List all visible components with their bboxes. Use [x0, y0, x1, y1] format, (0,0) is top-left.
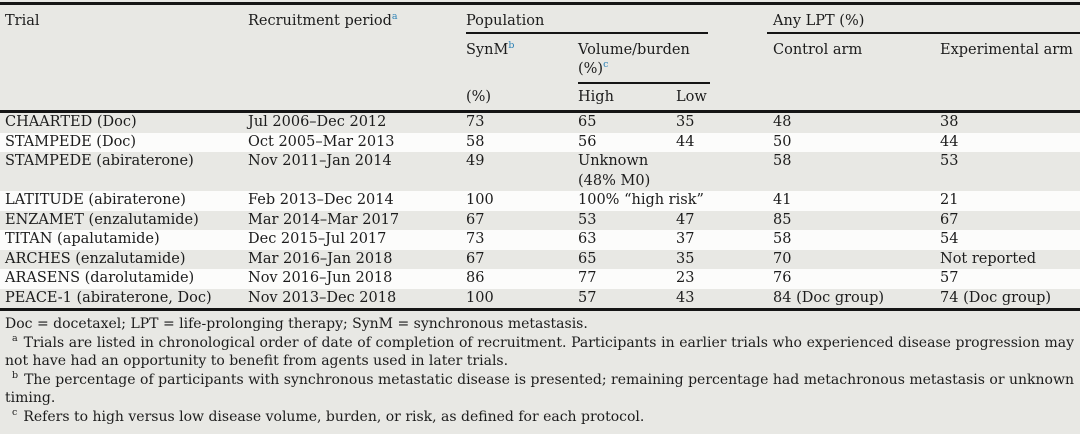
table-row — [0, 211, 1080, 231]
low-cell: 37 — [676, 231, 695, 247]
high-cell: 63 — [578, 231, 597, 247]
recruitment-period-label: Recruitment period — [248, 13, 392, 29]
footnote-marker-b: b — [508, 39, 515, 51]
trial-cell: PEACE-1 (abiraterone, Doc) — [0, 289, 248, 310]
table-header — [0, 4, 1080, 112]
trial-cell: CHAARTED (Doc) — [5, 114, 137, 130]
high-cell: 56 — [578, 133, 597, 150]
experimental-cell: 21 — [940, 192, 959, 208]
footnote-c — [5, 408, 1074, 427]
experimental-cell: 53 — [940, 153, 959, 169]
low-cell: 47 — [676, 211, 695, 228]
footnote-a-marker: a — [12, 332, 18, 344]
col-header-low: Low — [676, 84, 773, 112]
trial-cell: STAMPEDE (abiraterone) — [5, 153, 194, 169]
table-body — [0, 112, 1080, 310]
trial-cell: ARCHES (enzalutamide) — [5, 250, 186, 267]
synm-cell: 49 — [466, 153, 485, 169]
low-cell: 35 — [676, 114, 695, 130]
footnotes — [0, 311, 1080, 427]
control-cell: 48 — [773, 114, 792, 130]
experimental-cell: 38 — [940, 114, 959, 130]
col-header-experimental-arm: Experimental arm — [940, 34, 1080, 112]
control-cell: 85 — [773, 211, 792, 228]
control-cell: 58 — [773, 231, 792, 247]
experimental-cell: 67 — [940, 211, 959, 228]
synm-cell: 73 — [466, 114, 485, 130]
col-header-synm — [466, 34, 578, 84]
experimental-cell: 54 — [940, 231, 959, 247]
synm-cell: 58 — [466, 133, 485, 150]
trial-cell: TITAN (apalutamide) — [5, 231, 160, 247]
recruitment-cell: Jul 2006–Dec 2012 — [248, 114, 387, 130]
col-header-control-arm: Control arm — [773, 34, 940, 112]
footnote-b — [5, 371, 1074, 408]
col-header-recruitment-period — [248, 4, 466, 112]
volume-cell: 100% “high risk” — [578, 192, 704, 208]
trial-cell: LATITUDE (abiraterone) — [5, 192, 186, 208]
footnote-marker-a: a — [391, 11, 398, 23]
col-group-any-lpt — [773, 4, 1080, 34]
trial-cell: ARASENS (darolutamide) — [5, 270, 195, 286]
synm-cell: 100 — [466, 192, 494, 208]
footnote-abbreviations: Doc = docetaxel; LPT = life-prolonging therapy; SynM = synchronous metastasis. — [5, 316, 588, 332]
control-cell: 84 (Doc group) — [773, 289, 940, 310]
any-lpt-group-label: Any LPT (%) — [773, 13, 865, 29]
header-row-groups — [0, 4, 1080, 34]
high-cell: 65 — [578, 114, 597, 130]
trial-cell: ENZAMET (enzalutamide) — [5, 211, 199, 228]
footnote-b-marker: b — [12, 370, 19, 382]
volume-cell: Unknown (48% M0) — [578, 153, 651, 189]
low-cell: 35 — [676, 250, 695, 267]
footnote-c-text: Refers to high versus low disease volume, burden, or risk, as defined for each protocol. — [23, 408, 645, 425]
experimental-cell: 57 — [940, 270, 959, 286]
synm-cell: 86 — [466, 270, 485, 286]
low-cell: 44 — [676, 133, 695, 150]
col-header-trial: Trial — [0, 4, 248, 112]
col-header-high: High — [578, 84, 676, 112]
table-row — [0, 112, 1080, 133]
experimental-cell: 44 — [940, 133, 959, 150]
col-header-volume-burden — [578, 34, 773, 84]
table-row — [0, 250, 1080, 270]
synm-cell: 67 — [466, 250, 485, 267]
recruitment-cell: Mar 2014–Mar 2017 — [248, 211, 400, 228]
experimental-cell: 74 (Doc group) — [940, 289, 1080, 310]
control-cell: 50 — [773, 133, 792, 150]
table-row — [0, 133, 1080, 153]
control-cell: 76 — [773, 270, 792, 286]
high-cell: 53 — [578, 211, 597, 228]
table-row — [0, 191, 1080, 211]
trials-table — [0, 2, 1080, 311]
recruitment-cell: Nov 2013–Dec 2018 — [248, 289, 466, 310]
low-cell: 23 — [676, 270, 695, 286]
synm-cell: 100 — [466, 289, 578, 310]
table-row — [0, 230, 1080, 250]
recruitment-cell: Mar 2016–Jan 2018 — [248, 250, 393, 267]
table-row — [0, 269, 1080, 289]
high-cell: 65 — [578, 250, 597, 267]
recruitment-cell: Oct 2005–Mar 2013 — [248, 133, 395, 150]
high-cell: 77 — [578, 270, 597, 286]
table-row — [0, 289, 1080, 310]
control-cell: 70 — [773, 250, 792, 267]
population-group-label: Population — [466, 13, 545, 29]
low-cell: 43 — [676, 289, 773, 310]
col-header-synm-percent: (%) — [466, 84, 578, 112]
footnote-c-marker: c — [12, 407, 18, 419]
volume-burden-label: Volume/burden (%) — [578, 41, 690, 77]
control-cell: 58 — [773, 153, 792, 169]
synm-cell: 67 — [466, 211, 485, 228]
footnote-b-text: The percentage of participants with synchronous metastatic disease is presented; remaining percentage had metachronous metastasis or unknown timing. — [5, 371, 1074, 407]
recruitment-cell: Nov 2016–Jun 2018 — [248, 270, 393, 286]
recruitment-cell: Nov 2011–Jan 2014 — [248, 153, 392, 169]
high-cell: 57 — [578, 289, 676, 310]
footnote-a — [5, 334, 1074, 371]
footnote-a-text: Trials are listed in chronological order of date of completion of recruitment. Participants in earlier trials who experienced disease progression may not have had an opportunity to benefit from agents used in later trials. — [5, 334, 1074, 370]
recruitment-cell: Feb 2013–Dec 2014 — [248, 192, 394, 208]
experimental-cell: Not reported — [940, 250, 1037, 267]
footnote-marker-c: c — [603, 59, 609, 71]
trial-cell: STAMPEDE (Doc) — [5, 133, 137, 150]
recruitment-cell: Dec 2015–Jul 2017 — [248, 231, 387, 247]
control-cell: 41 — [773, 192, 792, 208]
col-group-population — [466, 4, 773, 34]
synm-label: SynM — [466, 41, 509, 58]
table-row — [0, 152, 1080, 191]
synm-cell: 73 — [466, 231, 485, 247]
